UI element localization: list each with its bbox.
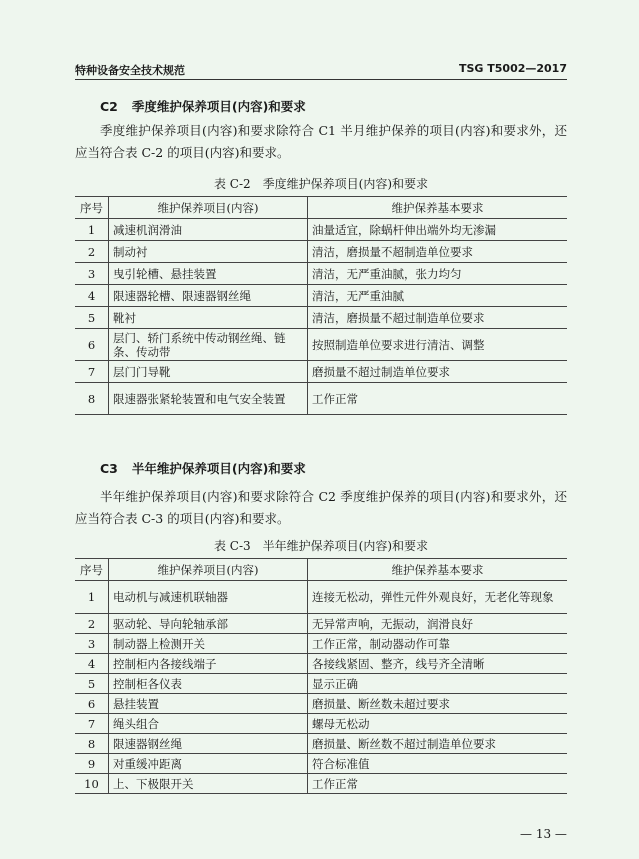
row-item: 限速器张紧轮装置和电气安全装置 bbox=[109, 383, 308, 415]
row-number: 3 bbox=[75, 634, 109, 654]
row-number: 9 bbox=[75, 754, 109, 774]
row-requirement: 清洁，无严重油腻 bbox=[308, 285, 568, 307]
table-row bbox=[75, 581, 567, 614]
row-requirement: 磨损量、断丝数未超过要求 bbox=[308, 694, 568, 714]
section-c2-title: 季度维护保养项目(内容)和要求 bbox=[131, 99, 306, 114]
row-requirement: 磨损量不超过制造单位要求 bbox=[308, 361, 568, 383]
row-requirement: 工作正常 bbox=[308, 383, 568, 415]
row-item: 减速机润滑油 bbox=[109, 219, 308, 241]
row-item: 靴衬 bbox=[109, 307, 308, 329]
table-c2-header-row bbox=[75, 197, 567, 219]
row-requirement: 工作正常，制动器动作可靠 bbox=[308, 634, 568, 654]
row-item: 电动机与减速机联轴器 bbox=[109, 581, 308, 614]
col-header-item: 维护保养项目(内容) bbox=[109, 197, 308, 219]
table-row bbox=[75, 285, 567, 307]
row-item: 对重缓冲距离 bbox=[109, 754, 308, 774]
row-number: 4 bbox=[75, 285, 109, 307]
row-number: 6 bbox=[75, 329, 109, 361]
table-row bbox=[75, 694, 567, 714]
row-requirement: 工作正常 bbox=[308, 774, 568, 794]
table-c3-header-row bbox=[75, 559, 567, 581]
table-row bbox=[75, 774, 567, 794]
table-c2 bbox=[75, 196, 567, 415]
row-requirement: 螺母无松动 bbox=[308, 714, 568, 734]
row-requirement: 清洁，无严重油腻，张力均匀 bbox=[308, 263, 568, 285]
row-number: 10 bbox=[75, 774, 109, 794]
row-item: 限速器轮槽、限速器钢丝绳 bbox=[109, 285, 308, 307]
section-c2-number: C2 bbox=[100, 99, 118, 114]
col-header-requirement: 维护保养基本要求 bbox=[308, 197, 568, 219]
table-row bbox=[75, 383, 567, 415]
section-c3-paragraph: 半年维护保养项目(内容)和要求除符合 C2 季度维护保养的项目(内容)和要求外，还应当符合表 C-3 的项目(内容)和要求。 bbox=[75, 489, 567, 526]
row-number: 8 bbox=[75, 383, 109, 415]
row-number: 1 bbox=[75, 219, 109, 241]
row-number: 5 bbox=[75, 674, 109, 694]
table-row bbox=[75, 674, 567, 694]
row-requirement: 油量适宜，除蜗杆伸出端外均无渗漏 bbox=[308, 219, 568, 241]
page-number: — 13 — bbox=[520, 827, 567, 841]
row-number: 3 bbox=[75, 263, 109, 285]
row-item: 制动器上检测开关 bbox=[109, 634, 308, 654]
row-item: 制动衬 bbox=[109, 241, 308, 263]
row-requirement: 清洁，磨损量不超过制造单位要求 bbox=[308, 307, 568, 329]
row-number: 6 bbox=[75, 694, 109, 714]
section-c2-paragraph: 季度维护保养项目(内容)和要求除符合 C1 半月维护保养的项目(内容)和要求外，还应当符合表 C-2 的项目(内容)和要求。 bbox=[75, 123, 567, 160]
row-number: 5 bbox=[75, 307, 109, 329]
table-row bbox=[75, 614, 567, 634]
col-header-no: 序号 bbox=[75, 197, 109, 219]
row-number: 8 bbox=[75, 734, 109, 754]
section-c2-heading bbox=[100, 97, 306, 115]
row-item: 限速器钢丝绳 bbox=[109, 734, 308, 754]
row-item: 上、下极限开关 bbox=[109, 774, 308, 794]
table-row bbox=[75, 654, 567, 674]
row-item: 曳引轮槽、悬挂装置 bbox=[109, 263, 308, 285]
table-c3-caption: 表 C-3 半年维护保养项目(内容)和要求 bbox=[213, 539, 429, 553]
row-number: 7 bbox=[75, 361, 109, 383]
row-requirement: 连接无松动，弹性元件外观良好，无老化等现象 bbox=[308, 581, 568, 614]
table-row bbox=[75, 361, 567, 383]
row-item: 绳头组合 bbox=[109, 714, 308, 734]
row-requirement: 按照制造单位要求进行清洁、调整 bbox=[308, 329, 568, 361]
row-requirement: 符合标准值 bbox=[308, 754, 568, 774]
row-requirement: 清洁，磨损量不超制造单位要求 bbox=[308, 241, 568, 263]
header-code: TSG T5002—2017 bbox=[458, 62, 567, 75]
row-number: 7 bbox=[75, 714, 109, 734]
row-number: 2 bbox=[75, 614, 109, 634]
row-item: 控制柜内各接线端子 bbox=[109, 654, 308, 674]
row-item: 悬挂装置 bbox=[109, 694, 308, 714]
row-number: 4 bbox=[75, 654, 109, 674]
table-row bbox=[75, 634, 567, 654]
row-item: 控制柜各仪表 bbox=[109, 674, 308, 694]
row-item: 层门门导靴 bbox=[109, 361, 308, 383]
header-rule bbox=[75, 79, 567, 80]
table-row bbox=[75, 263, 567, 285]
table-row bbox=[75, 754, 567, 774]
row-requirement: 磨损量、断丝数不超过制造单位要求 bbox=[308, 734, 568, 754]
col-header-item: 维护保养项目(内容) bbox=[109, 559, 308, 581]
table-row bbox=[75, 734, 567, 754]
section-c3-number: C3 bbox=[100, 461, 118, 476]
table-c2-caption: 表 C-2 季度维护保养项目(内容)和要求 bbox=[213, 177, 429, 191]
row-item: 驱动轮、导向轮轴承部 bbox=[109, 614, 308, 634]
table-row bbox=[75, 329, 567, 361]
running-header bbox=[75, 62, 567, 78]
row-number: 1 bbox=[75, 581, 109, 614]
col-header-requirement: 维护保养基本要求 bbox=[308, 559, 568, 581]
table-row bbox=[75, 307, 567, 329]
table-row bbox=[75, 219, 567, 241]
table-c3 bbox=[75, 558, 567, 794]
row-requirement: 无异常声响，无振动，润滑良好 bbox=[308, 614, 568, 634]
header-title: 特种设备安全技术规范 bbox=[75, 64, 185, 77]
row-item: 层门、轿门系统中传动钢丝绳、链条、传动带 bbox=[109, 329, 308, 361]
row-requirement: 显示正确 bbox=[308, 674, 568, 694]
col-header-no: 序号 bbox=[75, 559, 109, 581]
table-row bbox=[75, 241, 567, 263]
row-number: 2 bbox=[75, 241, 109, 263]
section-c3-title: 半年维护保养项目(内容)和要求 bbox=[131, 461, 306, 476]
section-c3-heading bbox=[100, 459, 306, 477]
row-requirement: 各接线紧固、整齐，线号齐全清晰 bbox=[308, 654, 568, 674]
table-row bbox=[75, 714, 567, 734]
